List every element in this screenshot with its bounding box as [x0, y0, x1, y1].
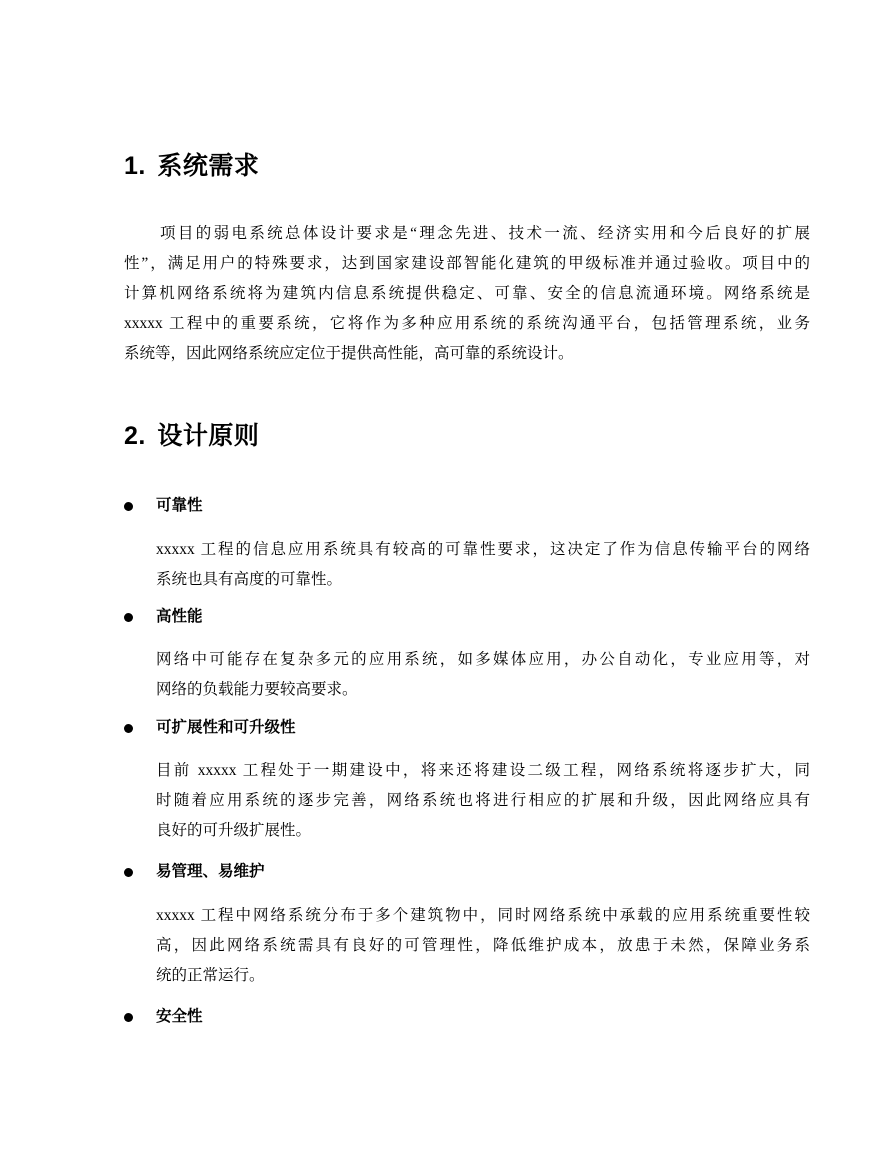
paragraph-line: 项目的弱电系统总体设计要求是“理念先进、技术一流、经济实用和今后良好的扩展 — [160, 225, 810, 242]
paragraph-line: 系统也具有高度的可靠性。 — [156, 571, 343, 588]
paragraph-line: 良好的可升级扩展性。 — [156, 822, 312, 839]
bullet-item-scalability — [124, 716, 296, 740]
paragraph-line: xxxxx 工程中网络系统分布于多个建筑物中，同时网络系统中承载的应用系统重要性较 — [156, 907, 810, 924]
bullet-item-manageability — [124, 860, 265, 884]
bullet-item-security — [124, 1005, 203, 1029]
section-1-paragraph — [124, 219, 810, 369]
section-2-heading — [124, 420, 259, 452]
bullet-icon — [124, 613, 133, 622]
bullet-title: 可扩展性和可升级性 — [156, 719, 296, 736]
bullet-paragraph-manageability — [156, 901, 810, 991]
section-1-heading — [124, 150, 259, 182]
bullet-icon — [124, 502, 133, 511]
bullet-paragraph-reliability — [156, 535, 810, 595]
paragraph-line: 网络的负载能力要较高要求。 — [156, 681, 358, 698]
paragraph-line: 高，因此网络系统需具有良好的可管理性，降低维护成本，放患于未然，保障业务系 — [156, 937, 810, 954]
bullet-paragraph-performance — [156, 645, 810, 705]
paragraph-line: xxxxx 工程中的重要系统，它将作为多种应用系统的系统沟通平台，包括管理系统，业务 — [124, 315, 810, 332]
paragraph-line: 时随着应用系统的逐步完善，网络系统也将进行相应的扩展和升级，因此网络应具有 — [156, 792, 810, 809]
bullet-icon — [124, 868, 133, 877]
bullet-title: 易管理、易维护 — [156, 863, 265, 880]
bullet-title: 安全性 — [156, 1008, 203, 1025]
section-2-number: 2. — [124, 422, 146, 450]
paragraph-line: 系统等，因此网络系统应定位于提供高性能，高可靠的系统设计。 — [124, 345, 574, 362]
bullet-item-reliability — [124, 494, 203, 518]
section-1-number: 1. — [124, 152, 146, 180]
bullet-icon — [124, 724, 133, 733]
bullet-item-performance — [124, 605, 203, 629]
paragraph-line: 统的正常运行。 — [156, 967, 265, 984]
bullet-paragraph-scalability — [156, 756, 810, 846]
section-2-title: 设计原则 — [157, 422, 260, 450]
bullet-icon — [124, 1013, 133, 1022]
paragraph-line: 性”，满足用户的特殊要求，达到国家建设部智能化建筑的甲级标准并通过验收。项目中的 — [124, 255, 810, 272]
paragraph-line: xxxxx 工程的信息应用系统具有较高的可靠性要求，这决定了作为信息传输平台的网络 — [156, 541, 810, 558]
paragraph-line: 网络中可能存在复杂多元的应用系统，如多媒体应用，办公自动化，专业应用等，对 — [156, 651, 810, 668]
bullet-title: 可靠性 — [156, 497, 203, 514]
section-1-title: 系统需求 — [157, 152, 260, 180]
paragraph-line: 目前 xxxxx 工程处于一期建设中，将来还将建设二级工程，网络系统将逐步扩大，同 — [156, 762, 810, 779]
paragraph-line: 计算机网络系统将为建筑内信息系统提供稳定、可靠、安全的信息流通环境。网络系统是 — [124, 285, 810, 302]
bullet-title: 高性能 — [156, 608, 203, 625]
